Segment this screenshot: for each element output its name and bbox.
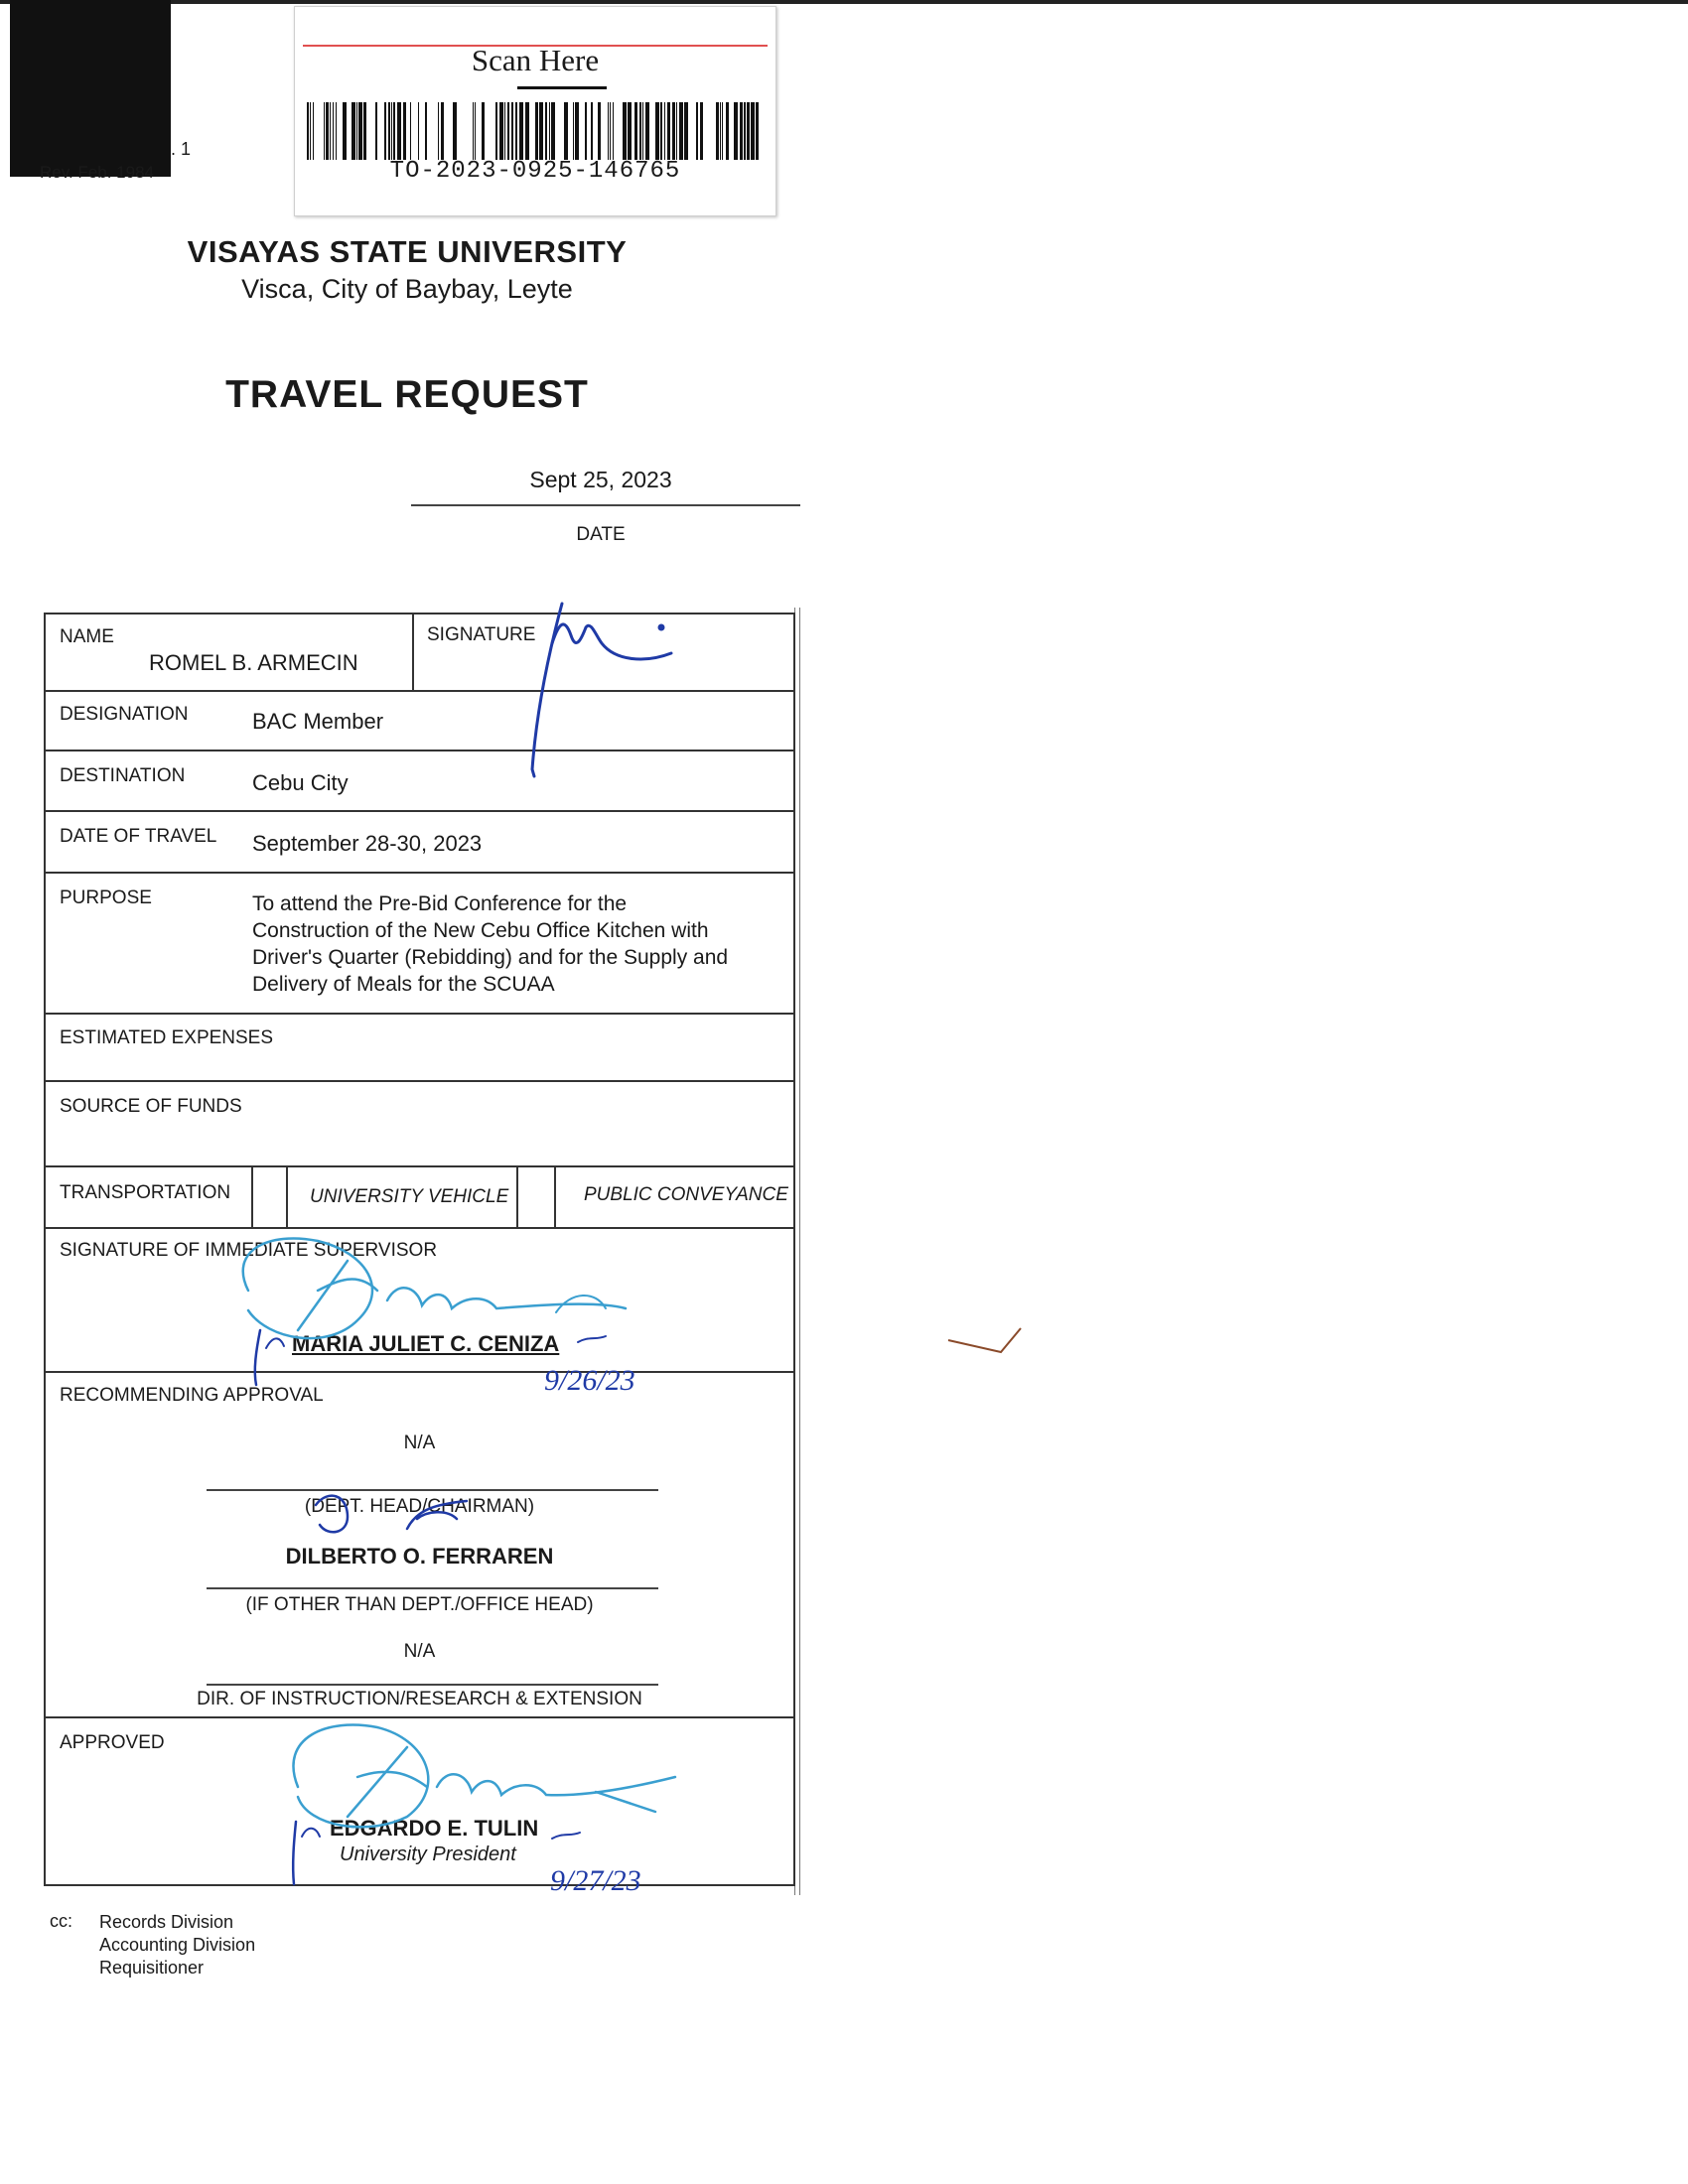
university-vehicle-option: UNIVERSITY VEHICLE xyxy=(310,1186,509,1207)
requester-signature xyxy=(532,604,671,776)
recommender-name: DILBERTO O. FERRAREN xyxy=(285,1544,554,1569)
form-revision: Rev. Feb. 1984 xyxy=(40,163,154,182)
cc-item: Records Division xyxy=(99,1912,234,1932)
public-conveyance-option: PUBLIC CONVEYANCE xyxy=(584,1184,788,1205)
director-na: N/A xyxy=(403,1641,436,1662)
form-number: . 1 xyxy=(171,139,192,159)
dept-head-caption: (DEPT. HEAD/CHAIRMAN) xyxy=(304,1496,535,1517)
supervisor-date: 9/26/23 xyxy=(544,1364,635,1397)
request-date: Sept 25, 2023 xyxy=(529,467,672,492)
university-name: VISAYAS STATE UNIVERSITY xyxy=(187,234,628,269)
date-of-travel-label: DATE OF TRAVEL xyxy=(60,826,217,847)
other-head-caption: (IF OTHER THAN DEPT./OFFICE HEAD) xyxy=(245,1594,594,1615)
designation-value: BAC Member xyxy=(252,709,384,734)
supervisor-name: MARIA JULIET C. CENIZA xyxy=(292,1331,560,1356)
approver-name: EDGARDO E. TULIN xyxy=(330,1816,539,1841)
director-caption: DIR. OF INSTRUCTION/RESEARCH & EXTENSION xyxy=(197,1689,642,1709)
transportation-label: TRANSPORTATION xyxy=(60,1182,231,1203)
date-of-travel-value: September 28-30, 2023 xyxy=(252,831,483,856)
destination-value: Cebu City xyxy=(252,770,349,795)
recommending-na: N/A xyxy=(403,1433,436,1453)
stray-check-mark xyxy=(948,1328,1021,1352)
purpose-line: To attend the Pre-Bid Conference for the xyxy=(252,892,628,915)
recommender-initials xyxy=(316,1496,467,1533)
name-label: NAME xyxy=(60,626,114,647)
cc-item: Accounting Division xyxy=(99,1935,256,1955)
name-value: ROMEL B. ARMECIN xyxy=(149,650,358,675)
president-date: 9/27/23 xyxy=(550,1864,641,1897)
designation-label: DESIGNATION xyxy=(60,704,189,725)
purpose-line: Delivery of Meals for the SCUAA xyxy=(252,973,555,996)
purpose-line: Construction of the New Cebu Office Kitchen with xyxy=(252,919,709,942)
purpose-label: PURPOSE xyxy=(60,887,152,908)
approved-label: APPROVED xyxy=(60,1732,165,1753)
source-of-funds-label: SOURCE OF FUNDS xyxy=(60,1096,242,1117)
president-signature xyxy=(293,1725,675,1885)
estimated-expenses-label: ESTIMATED EXPENSES xyxy=(60,1027,274,1048)
university-address: Visca, City of Baybay, Leyte xyxy=(241,274,573,304)
scan-here-label: Scan Here xyxy=(471,43,600,77)
approver-position: University President xyxy=(340,1843,516,1865)
destination-label: DESTINATION xyxy=(60,765,186,786)
date-label: DATE xyxy=(576,524,626,545)
supervisor-signature xyxy=(243,1238,626,1385)
recommending-label: RECOMMENDING APPROVAL xyxy=(60,1385,324,1406)
supervisor-label: SIGNATURE OF IMMEDIATE SUPERVISOR xyxy=(60,1240,438,1261)
purpose-line: Driver's Quarter (Rebidding) and for the Supply and xyxy=(252,946,729,969)
page-title: TRAVEL REQUEST xyxy=(225,373,589,416)
cc-item: Requisitioner xyxy=(99,1958,205,1978)
cc-list xyxy=(99,1911,255,1979)
tracking-code: TO-2023-0925-146765 xyxy=(389,158,681,185)
cc-label: cc: xyxy=(50,1911,73,1931)
signature-label: SIGNATURE xyxy=(427,624,536,645)
